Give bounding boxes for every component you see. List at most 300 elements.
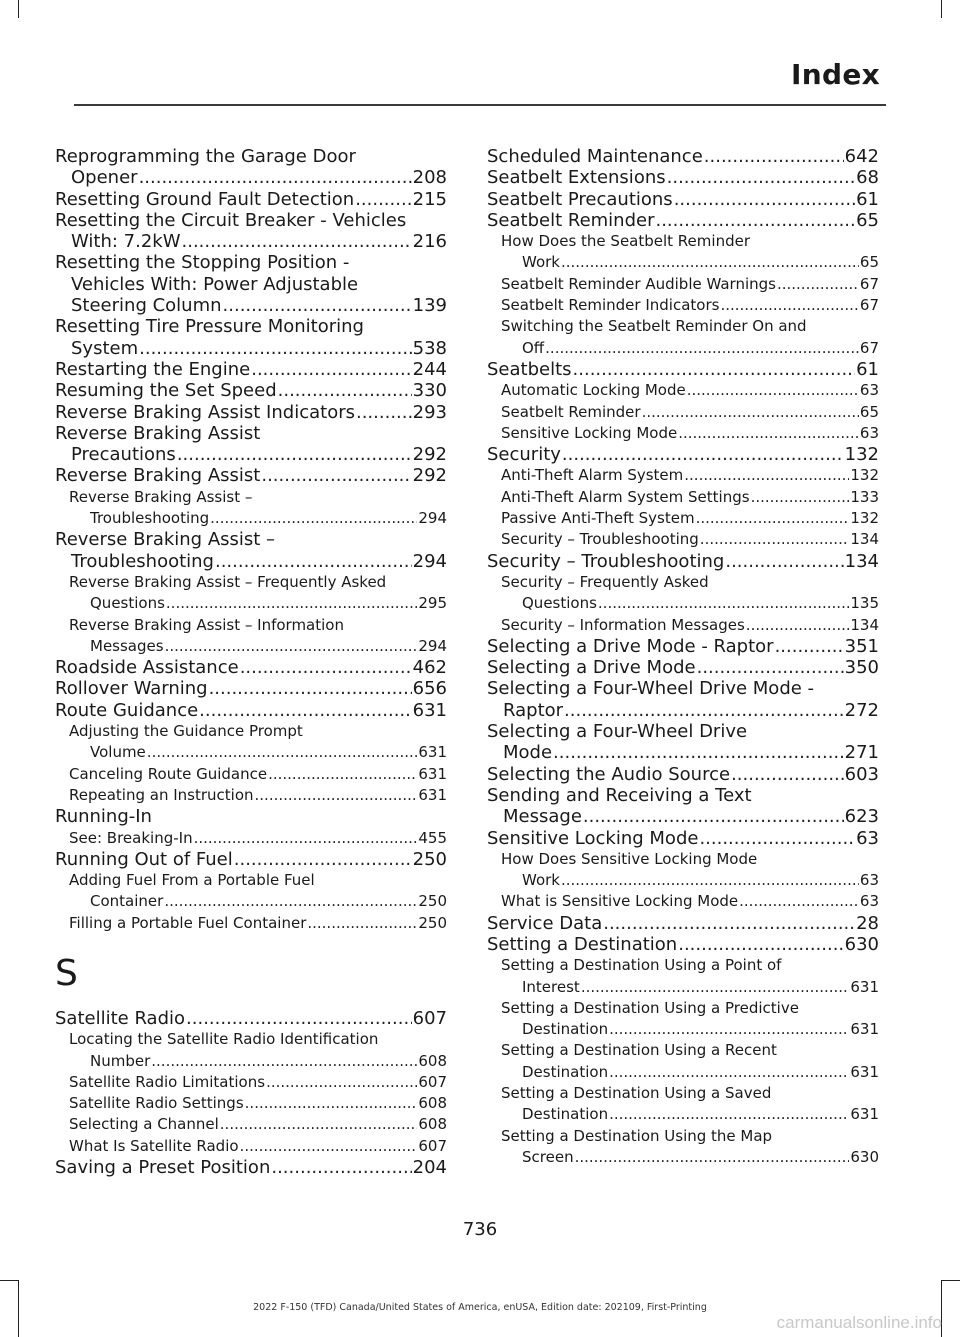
index-entry: [55, 700, 447, 721]
entry-line: [55, 678, 447, 699]
page-ref: 292: [412, 465, 447, 487]
entry-label: Mode: [503, 742, 553, 764]
entry-label: Number: [90, 1051, 151, 1070]
leader-dots: [696, 508, 850, 529]
index-entry: [487, 359, 879, 380]
entry-line: [487, 529, 879, 550]
page-ref: 603: [844, 763, 879, 785]
page-ref: 63: [856, 827, 879, 849]
leader-dots: [700, 529, 850, 550]
entry-label: With: 7.2kW: [71, 231, 181, 253]
entry-label: See: Breaking-In: [69, 828, 193, 847]
leader-dots: [139, 338, 412, 359]
entry-label: Automatic Locking Mode: [501, 381, 686, 400]
page-ref: 607: [412, 1007, 447, 1029]
entry-label: Troubleshooting: [90, 509, 210, 528]
leader-dots: [177, 444, 412, 465]
leader-dots: [268, 764, 417, 785]
index-subentry: [487, 998, 879, 1041]
page-ref: 642: [844, 146, 879, 167]
page-ref: 631: [850, 1062, 879, 1081]
leader-dots: [147, 742, 418, 763]
entry-line: [55, 700, 447, 721]
entry-label: Screen: [522, 1147, 574, 1166]
entry-label: System: [71, 337, 139, 359]
index-subentry: [55, 1072, 447, 1093]
entry-line: [487, 146, 879, 167]
entry-label: Repeating an Instruction: [69, 785, 254, 804]
index-entry: [55, 529, 447, 572]
index-subentry: [487, 508, 879, 529]
leader-dots: [751, 487, 850, 508]
page-ref: 631: [412, 699, 447, 721]
page-ref: 351: [844, 635, 879, 657]
entry-line: [55, 849, 447, 870]
page-ref: 330: [412, 380, 447, 402]
index-subentry: [487, 231, 879, 274]
entry-label: Resuming the Set Speed: [55, 380, 277, 402]
entry-line: Selecting a Four-Wheel Drive Mode -: [487, 678, 815, 700]
leader-dots: [240, 1136, 418, 1157]
page-ref: 271: [844, 742, 879, 764]
index-entry: [55, 423, 447, 466]
watermark: carmanualsonline.info: [776, 1313, 942, 1332]
index-entry: [55, 316, 447, 359]
entry-label: Anti-Theft Alarm System Settings: [501, 487, 750, 506]
entry-line: [487, 870, 879, 891]
crop-mark-top-right: [941, 0, 942, 18]
index-subentry: [55, 828, 447, 849]
index-subentry: [487, 955, 879, 998]
entry-label: Sensitive Locking Mode: [487, 827, 699, 849]
entry-line: Setting a Destination Using a Saved: [501, 1084, 772, 1103]
leader-dots: [220, 1114, 418, 1135]
entry-line: [55, 1072, 447, 1093]
leader-dots: [678, 934, 843, 955]
page-ref: 132: [850, 509, 879, 528]
page-ref: 68: [856, 167, 879, 189]
entry-label: Questions: [522, 594, 597, 613]
entry-label: Off: [522, 338, 545, 357]
crop-mark-top-left: [18, 0, 19, 18]
entry-line: [487, 487, 879, 508]
index-entry: [487, 636, 879, 657]
page-ref: 63: [859, 871, 879, 890]
index-entry: [55, 678, 447, 699]
entry-line: [55, 742, 447, 763]
title-divider: [74, 104, 886, 106]
entry-line: Resetting the Circuit Breaker - Vehicles: [55, 209, 407, 231]
leader-dots: [562, 444, 844, 465]
page-ref: 631: [850, 1020, 879, 1039]
page-ref: 65: [856, 209, 879, 231]
index-subentry: [55, 572, 447, 615]
leader-dots: [603, 913, 855, 934]
leader-dots: [261, 465, 411, 486]
index-entry: [487, 934, 879, 955]
entry-line: Resetting the Stopping Position -: [55, 252, 350, 274]
index-subentry: [487, 529, 879, 550]
leader-dots: [245, 1093, 418, 1114]
entry-line: Vehicles With: Power Adjustable: [71, 273, 359, 295]
entry-line: [487, 274, 879, 295]
entry-line: [55, 359, 447, 380]
entry-line: [487, 657, 879, 678]
leader-dots: [209, 678, 412, 699]
crop-mark-bottom-right-h: [941, 1280, 960, 1281]
entry-label: Destination: [522, 1020, 609, 1039]
entry-line: [487, 977, 879, 998]
entry-line: Setting a Destination Using the Map: [501, 1126, 773, 1145]
page-ref: 216: [412, 231, 447, 253]
entry-label: Satellite Radio: [55, 1007, 186, 1029]
leader-dots: [164, 891, 417, 912]
leader-dots: [573, 359, 856, 380]
entry-line: [55, 1114, 447, 1135]
index-entry: [55, 806, 447, 827]
leader-dots: [598, 593, 849, 614]
entry-line: [487, 913, 879, 934]
index-entry: [487, 785, 879, 828]
index-entry: [487, 444, 879, 465]
page-ref: 631: [418, 743, 447, 762]
entry-label: Steering Column: [71, 295, 222, 317]
entry-line: Running-In: [55, 806, 152, 828]
entry-label: Work: [522, 871, 560, 890]
entry-line: [55, 657, 447, 678]
leader-dots: [746, 615, 850, 636]
entry-label: Security: [487, 444, 561, 466]
leader-dots: [609, 1062, 849, 1083]
page-ref: 294: [412, 550, 447, 572]
entry-label: Opener: [71, 167, 138, 189]
leader-dots: [545, 338, 859, 359]
index-subentry: [55, 1136, 447, 1157]
entry-line: [55, 189, 447, 210]
entry-label: Saving a Preset Position: [55, 1157, 271, 1179]
entry-line: [487, 1104, 879, 1125]
entry-label: Container: [90, 892, 164, 911]
entry-line: Reverse Braking Assist – Information: [69, 615, 344, 634]
index-subentry: [487, 891, 879, 912]
entry-line: [55, 295, 447, 316]
entry-line: [55, 1051, 447, 1072]
leader-dots: [356, 402, 412, 423]
entry-line: [487, 891, 879, 912]
index-subentry: [487, 316, 879, 359]
entry-line: Resetting Tire Pressure Monitoring: [55, 316, 364, 338]
page-ref: 630: [850, 1147, 879, 1166]
entry-line: [55, 593, 447, 614]
index-subentry: [487, 849, 879, 892]
entry-line: Sending and Receiving a Text: [487, 784, 752, 806]
page-title: Index: [791, 58, 880, 91]
entry-label: Selecting a Channel: [69, 1115, 219, 1134]
index-subentry: [487, 423, 879, 444]
leader-dots: [704, 146, 844, 167]
entry-line: [55, 465, 447, 486]
entry-label: Work: [522, 253, 560, 272]
index-subentry: [55, 785, 447, 806]
entry-line: [487, 1019, 879, 1040]
entry-line: [55, 1008, 447, 1029]
page-ref: 631: [850, 1105, 879, 1124]
entry-label: Messages: [90, 636, 164, 655]
leader-dots: [186, 1008, 412, 1029]
index-entry: [55, 210, 447, 253]
page-ref: 462: [412, 657, 447, 679]
index-entry: [487, 913, 879, 934]
index-subentry: [55, 615, 447, 658]
page-ref: 292: [412, 444, 447, 466]
index-entry: [487, 657, 879, 678]
page-ref: 623: [844, 806, 879, 828]
index-subentry: [55, 870, 447, 913]
entry-label: Precautions: [71, 444, 176, 466]
entry-line: Locating the Satellite Radio Identification: [69, 1030, 379, 1049]
entry-line: [55, 764, 447, 785]
entry-line: Setting a Destination Using a Point of: [501, 956, 782, 975]
entry-label: Raptor: [503, 699, 564, 721]
leader-dots: [684, 465, 849, 486]
page-ref: 244: [412, 358, 447, 380]
page-ref: 294: [418, 636, 447, 655]
leader-dots: [731, 764, 844, 785]
leader-dots: [561, 870, 859, 891]
entry-label: Restarting the Engine: [55, 358, 251, 380]
leader-dots: [609, 1104, 849, 1125]
entry-line: [55, 636, 447, 657]
entry-label: Selecting a Drive Mode: [487, 657, 696, 679]
entry-line: [487, 167, 879, 188]
entry-label: Seatbelt Reminder: [501, 402, 641, 421]
entry-line: [487, 295, 879, 316]
index-subentry: [487, 487, 879, 508]
index-subentry: [55, 721, 447, 764]
leader-dots: [240, 657, 412, 678]
page-ref: 139: [412, 295, 447, 317]
index-entry: [487, 167, 879, 188]
leader-dots: [199, 700, 411, 721]
leader-dots: [725, 551, 843, 572]
leader-dots: [583, 806, 844, 827]
leader-dots: [151, 1051, 417, 1072]
entry-label: Passive Anti-Theft System: [501, 509, 695, 528]
index-entry: [487, 189, 879, 210]
index-subentry: [55, 913, 447, 934]
index-entry: [55, 849, 447, 870]
page-ref: 250: [418, 913, 447, 932]
entry-label: Resetting Ground Fault Detection: [55, 188, 355, 210]
leader-dots: [166, 593, 417, 614]
page-ref: 608: [418, 1094, 447, 1113]
page-ref: 132: [850, 466, 879, 485]
page-ref: 134: [850, 615, 879, 634]
page-ref: 133: [850, 487, 879, 506]
leader-dots: [775, 636, 844, 657]
leader-dots: [251, 359, 411, 380]
entry-line: [487, 593, 879, 614]
index-entry: [55, 402, 447, 423]
entry-label: Message: [503, 806, 582, 828]
entry-line: [55, 508, 447, 529]
entry-label: Reverse Braking Assist Indicators: [55, 401, 355, 423]
leader-dots: [210, 508, 417, 529]
page-ref: 67: [859, 296, 879, 315]
page-ref: 61: [856, 358, 879, 380]
leader-dots: [215, 551, 412, 572]
index-entry: [487, 678, 879, 721]
leader-dots: [609, 1019, 849, 1040]
leader-dots: [278, 380, 412, 401]
page-ref: 250: [418, 892, 447, 911]
entry-line: [487, 444, 879, 465]
index-entry: [55, 359, 447, 380]
entry-line: [55, 231, 447, 252]
edition-line: 2022 F-150 (TFD) Canada/United States of America, enUSA, Edition date: 202109, First-Printing: [253, 1302, 707, 1313]
index-subentry: [55, 1093, 447, 1114]
entry-line: [55, 891, 447, 912]
leader-dots: [697, 657, 844, 678]
entry-line: Reverse Braking Assist –: [55, 529, 276, 551]
entry-line: [487, 1062, 879, 1083]
index-column-right: [487, 146, 879, 1168]
leader-dots: [655, 210, 855, 231]
entry-label: Service Data: [487, 912, 603, 934]
entry-line: [487, 338, 879, 359]
entry-line: Reverse Braking Assist: [55, 422, 261, 444]
entry-line: [487, 934, 879, 955]
entry-line: Reverse Braking Assist – Frequently Asked: [69, 572, 387, 591]
entry-line: [55, 1157, 447, 1178]
entry-label: Destination: [522, 1062, 609, 1081]
leader-dots: [223, 295, 412, 316]
entry-label: Selecting a Drive Mode - Raptor: [487, 635, 774, 657]
entry-label: Satellite Radio Settings: [69, 1094, 244, 1113]
entry-line: [55, 1093, 447, 1114]
entry-line: [55, 785, 447, 806]
entry-line: Reprogramming the Garage Door: [55, 146, 356, 167]
page-ref: 350: [844, 657, 879, 679]
leader-dots: [678, 423, 859, 444]
page-ref: 67: [859, 274, 879, 293]
index-subentry: [55, 764, 447, 785]
entry-line: [55, 402, 447, 423]
entry-label: Filling a Portable Fuel Container: [69, 913, 307, 932]
leader-dots: [699, 828, 855, 849]
entry-line: How Does the Seatbelt Reminder: [501, 232, 750, 251]
entry-line: [487, 828, 879, 849]
entry-label: Interest: [522, 977, 580, 996]
index-subentry: [487, 274, 879, 295]
entry-line: [487, 402, 879, 423]
leader-dots: [667, 167, 855, 188]
entry-line: How Does Sensitive Locking Mode: [501, 849, 758, 868]
page-ref: 295: [418, 594, 447, 613]
entry-label: Scheduled Maintenance: [487, 146, 703, 167]
page-ref: 250: [412, 848, 447, 870]
entry-line: [55, 1136, 447, 1157]
entry-line: [55, 338, 447, 359]
index-subentry: [487, 465, 879, 486]
page-ref: 607: [418, 1072, 447, 1091]
leader-dots: [642, 402, 859, 423]
index-subentry: [487, 615, 879, 636]
index-subentry: [55, 1029, 447, 1072]
index-subentry: [487, 1083, 879, 1126]
page-ref: 134: [850, 530, 879, 549]
page-ref: 293: [412, 401, 447, 423]
leader-dots: [355, 189, 411, 210]
leader-dots: [720, 295, 858, 316]
index-subentry: [487, 402, 879, 423]
entry-label: Seatbelt Reminder Indicators: [501, 296, 720, 315]
entry-label: Satellite Radio Limitations: [69, 1072, 266, 1091]
entry-line: [55, 380, 447, 401]
entry-line: [487, 252, 879, 273]
leader-dots: [271, 1157, 411, 1178]
crop-mark-bottom-left-h: [0, 1280, 18, 1281]
entry-label: Reverse Braking Assist: [55, 465, 261, 487]
page-ref: 631: [418, 764, 447, 783]
index-subentry: [55, 1114, 447, 1135]
entry-line: [55, 828, 447, 849]
leader-dots: [561, 252, 859, 273]
page-ref: 656: [412, 678, 447, 700]
entry-label: Seatbelt Reminder: [487, 209, 655, 231]
leader-dots: [307, 913, 417, 934]
page-ref: 538: [412, 337, 447, 359]
page-ref: 272: [844, 699, 879, 721]
entry-line: [487, 423, 879, 444]
page-ref: 608: [418, 1115, 447, 1134]
index-entry: [487, 828, 879, 849]
leader-dots: [266, 1072, 417, 1093]
entry-label: Seatbelts: [487, 358, 572, 380]
index-column-left: [55, 146, 447, 1178]
index-entry: [487, 721, 879, 764]
leader-dots: [255, 785, 418, 806]
entry-label: Seatbelt Reminder Audible Warnings: [501, 274, 776, 293]
index-entry: [55, 465, 447, 486]
page-ref: 630: [844, 933, 879, 955]
entry-line: [55, 913, 447, 934]
entry-line: [487, 764, 879, 785]
entry-line: Setting a Destination Using a Recent: [501, 1041, 777, 1060]
page-ref: 135: [850, 594, 879, 613]
index-entry: [487, 210, 879, 231]
entry-label: Seatbelt Extensions: [487, 167, 666, 189]
index-subentry: [487, 1040, 879, 1083]
page-ref: 134: [844, 550, 879, 572]
index-entry: [55, 380, 447, 401]
entry-label: Security – Information Messages: [501, 615, 745, 634]
entry-line: Switching the Seatbelt Reminder On and: [501, 317, 807, 336]
entry-line: [487, 636, 879, 657]
page-ref: 28: [856, 912, 879, 934]
entry-line: [487, 551, 879, 572]
entry-label: What is Sensitive Locking Mode: [501, 892, 739, 911]
leader-dots: [234, 849, 412, 870]
index-entry: [55, 189, 447, 210]
page-ref: 607: [418, 1136, 447, 1155]
entry-line: Security – Frequently Asked: [501, 572, 709, 591]
index-entry: [55, 1157, 447, 1178]
entry-label: Questions: [90, 594, 165, 613]
leader-dots: [674, 189, 855, 210]
leader-dots: [777, 274, 859, 295]
leader-dots: [194, 828, 418, 849]
